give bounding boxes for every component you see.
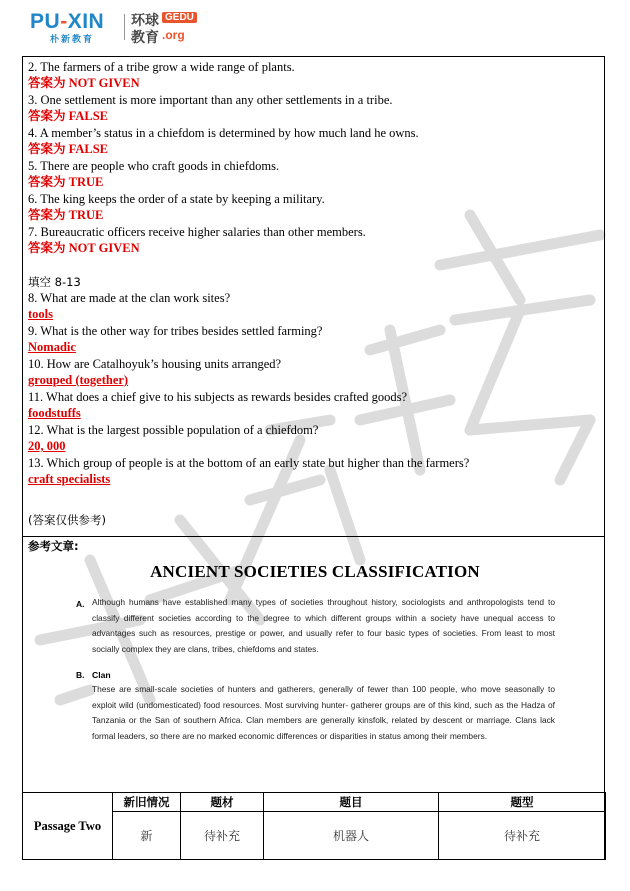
question-4: 4. A member’s status in a chiefdom is determined by how much land he owns. — [28, 126, 419, 140]
value-status: 新 — [113, 812, 181, 860]
passage-info-table — [22, 792, 606, 860]
fill-header: 填空 8-13 — [28, 275, 81, 289]
question-10: 10. How are Catalhoyuk’s housing units arranged? — [28, 357, 282, 371]
answer-13: craft specialists — [28, 472, 111, 486]
answer-7: 答案为 NOT GIVEN — [28, 241, 140, 255]
question-11: 11. What does a chief give to his subjects as rewards besides crafted goods? — [28, 390, 408, 404]
question-6: 6. The king keeps the order of a state by keeping a military. — [28, 192, 325, 206]
answer-8: tools — [28, 307, 53, 321]
answer-9: Nomadic — [28, 340, 76, 354]
paragraph-b: These are small-scale societies of hunters and gatherers, generally of fewer than 100 people, who move seasonally to exploit wild (undomesticated) food resources. Most surviving hunter- gatherer groups are of this kind, such as the Hadza of Tanzania or the San of southern Africa. Clan members are generally kinsfolk, related by descent or marriage. Clans lack formal leaders, so there are no marked economic differences or disparities in status among their members. — [92, 684, 555, 741]
question-9: 9. What is the other way for tribes besides settled farming? — [28, 324, 323, 338]
question-3: 3. One settlement is more important than any other settlements in a tribe. — [28, 93, 393, 107]
org-suffix: .org — [162, 28, 185, 42]
paragraph-a-label: A. — [76, 599, 85, 609]
answer-10: grouped (together) — [28, 373, 129, 387]
question-13: 13. Which group of people is at the bottom of an early state but higher than the farmers? — [28, 456, 470, 470]
section-divider — [22, 536, 605, 537]
passage-cell: Passage Two — [23, 793, 113, 860]
gedu-badge: GEDU — [162, 12, 197, 23]
header-logo — [30, 10, 221, 44]
puxin-cn: 朴新教育 — [50, 35, 95, 45]
question-8: 8. What are made at the clan work sites? — [28, 291, 231, 305]
puxin-prefix: PU — [30, 10, 61, 33]
answer-3: 答案为 FALSE — [28, 109, 108, 123]
reference-note: (答案仅供参考) — [28, 513, 106, 527]
value-subject: 待补充 — [181, 812, 264, 860]
question-7: 7. Bureaucratic officers receive higher salaries than other members. — [28, 225, 366, 239]
answer-11: foodstuffs — [28, 406, 81, 420]
paragraph-b-label: B. — [76, 670, 85, 680]
logo-divider — [124, 14, 125, 40]
answer-5: 答案为 TRUE — [28, 175, 104, 189]
answer-6: 答案为 TRUE — [28, 208, 104, 222]
puxin-suffix: XIN — [67, 10, 105, 33]
puxin-logo — [30, 10, 122, 44]
paragraph-b-heading: Clan — [92, 670, 111, 680]
header-type: 题型 — [439, 793, 606, 812]
value-topic: 机器人 — [264, 812, 439, 860]
header-topic: 题目 — [264, 793, 439, 812]
value-type: 待补充 — [439, 812, 606, 860]
table-header-row — [23, 793, 606, 812]
header-status: 新旧情况 — [113, 793, 181, 812]
question-5: 5. There are people who craft goods in chiefdoms. — [28, 159, 280, 173]
answer-12: 20, 000 — [28, 439, 66, 453]
answer-2: 答案为 NOT GIVEN — [28, 76, 140, 90]
header-subject: 题材 — [181, 793, 264, 812]
paragraph-a: Although humans have established many types of societies throughout history, sociologists and anthropologists tend to classify different societies according to the degree to which different groups within a society have unequal access to advantages such as resources, prestige or power, and usually refer to four basic types of societies. From least to most socially complex they are clans, tribes, chiefdoms and states. — [92, 597, 555, 654]
article-label: 参考文章: — [28, 539, 79, 553]
huanqiu-logo — [131, 10, 221, 44]
puxin-dash: - — [60, 10, 68, 33]
huanqiu-l2: 教育 — [131, 30, 159, 46]
question-2: 2. The farmers of a tribe grow a wide range of plants. — [28, 60, 295, 74]
huanqiu-l1: 环球 — [131, 13, 159, 29]
question-12: 12. What is the largest possible population of a chiefdom? — [28, 423, 319, 437]
answer-4: 答案为 FALSE — [28, 142, 108, 156]
article-title: ANCIENT SOCIETIES CLASSIFICATION — [150, 562, 480, 581]
